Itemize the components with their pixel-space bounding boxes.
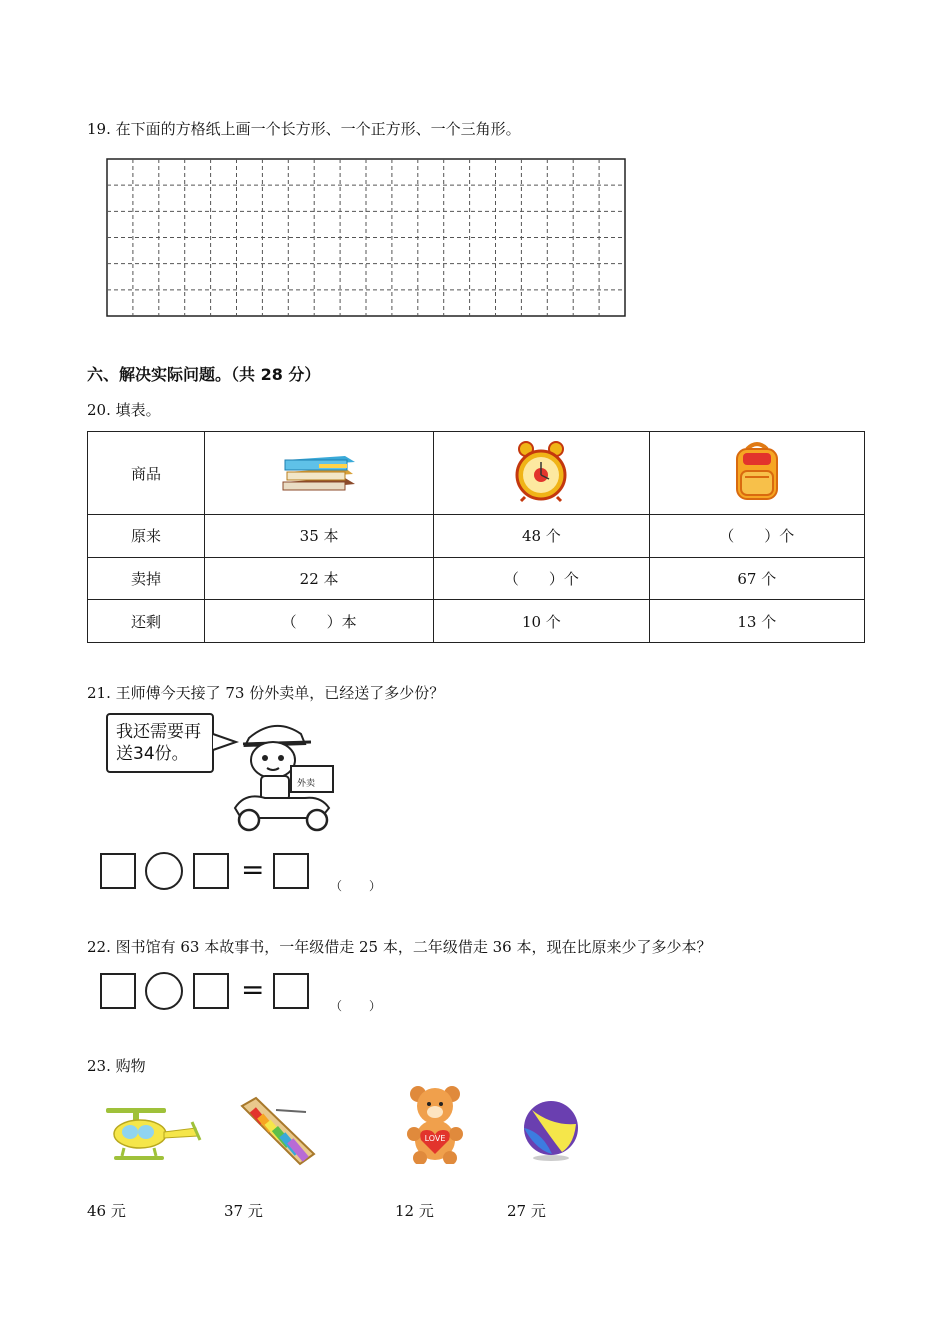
row-label: 还剩 (88, 600, 205, 643)
price-ball: 27 元 (507, 1202, 546, 1220)
unit-blank[interactable]: （ ） (330, 879, 383, 893)
equals-sign: = (241, 853, 265, 886)
unit-blank[interactable]: （ ） (330, 999, 383, 1013)
delivery-man-icon (225, 716, 345, 836)
table-cell: 10 个 (434, 600, 649, 643)
books-icon (279, 446, 359, 496)
clock-cell (434, 432, 649, 515)
xylophone-icon (236, 1092, 318, 1172)
alarm-clock-icon (511, 439, 571, 503)
answer-box-1[interactable] (100, 973, 136, 1009)
backpack-icon (729, 439, 785, 503)
price-helicopter: 46 元 (87, 1202, 126, 1220)
table-cell: 35 本 (205, 515, 434, 558)
table-cell: 22 本 (205, 557, 434, 600)
question-20: 20. 填表。 (87, 401, 161, 419)
ball-icon (522, 1098, 580, 1162)
row-label: 卖掉 (88, 557, 205, 600)
section-title: 六、解决实际问题。（共 28 分） (87, 365, 321, 384)
answer-box-3[interactable] (273, 853, 309, 889)
helicopter-icon (100, 1104, 204, 1164)
question-22: 22. 图书馆有 63 本故事书，一年级借走 25 本，二年级借走 36 本，现在比原来少了多少本？ (87, 938, 712, 956)
answer-box-2[interactable] (193, 853, 229, 889)
table-cell: 48 个 (434, 515, 649, 558)
books-cell (205, 432, 434, 515)
table-cell: 13 个 (649, 600, 864, 643)
question-23: 23. 购物 (87, 1057, 146, 1075)
price-teddy-bear: 12 元 (395, 1202, 434, 1220)
backpack-cell (649, 432, 864, 515)
teddy-bear-icon (404, 1084, 466, 1164)
answer-blank[interactable]: （ ）个 (434, 557, 649, 600)
grid-paper[interactable] (106, 158, 626, 318)
operator-circle[interactable] (145, 852, 183, 890)
price-xylophone: 37 元 (224, 1202, 263, 1220)
fill-table (87, 431, 865, 643)
bubble-line-1: 我还需要再 (116, 722, 201, 742)
header-label: 商品 (88, 432, 205, 515)
equals-sign: = (241, 973, 265, 1006)
table-cell: 67 个 (649, 557, 864, 600)
delivery-box-label: 外卖 (297, 779, 316, 789)
answer-blank[interactable]: （ ）个 (649, 515, 864, 558)
answer-box-3[interactable] (273, 973, 309, 1009)
answer-box-2[interactable] (193, 973, 229, 1009)
bear-love-text: LOVE (424, 1134, 446, 1143)
question-19: 19. 在下面的方格纸上画一个长方形、一个正方形、一个三角形。 (87, 120, 521, 138)
speech-bubble (106, 713, 214, 773)
bubble-line-2: 送34份。 (116, 744, 189, 764)
answer-blank[interactable]: （ ）本 (205, 600, 434, 643)
operator-circle[interactable] (145, 972, 183, 1010)
question-21: 21. 王师傅今天接了 73 份外卖单，已经送了多少份？ (87, 684, 445, 702)
row-label: 原来 (88, 515, 205, 558)
answer-box-1[interactable] (100, 853, 136, 889)
